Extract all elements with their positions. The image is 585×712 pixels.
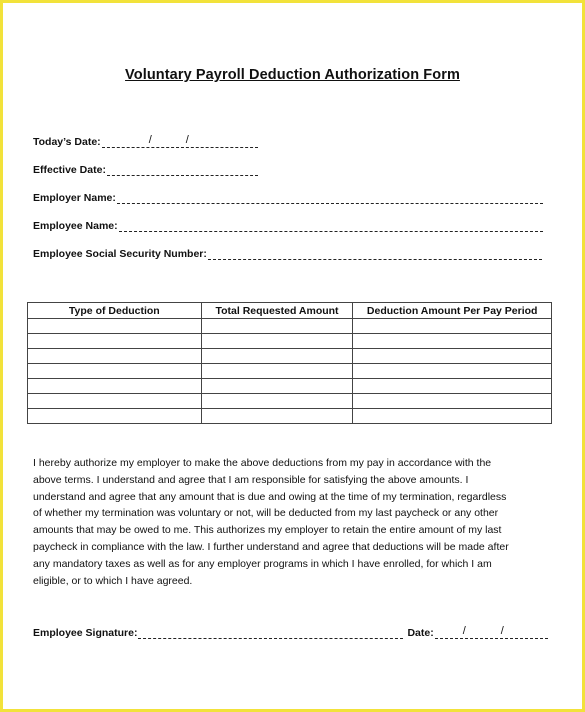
date-slash: / — [462, 625, 466, 637]
date-slash: / — [500, 625, 504, 637]
table-row — [28, 319, 552, 334]
form-page — [3, 3, 582, 709]
form-title: Voluntary Payroll Deduction Authorization Form — [125, 67, 460, 83]
employee-name-label: Employee Name: — [33, 220, 118, 232]
effective-date-label: Effective Date: — [33, 164, 106, 176]
table-cell[interactable] — [353, 394, 552, 409]
signature-date-label: Date: — [407, 627, 434, 639]
header-total-requested-amount: Total Requested Amount — [201, 303, 353, 319]
table-cell[interactable] — [353, 334, 552, 349]
header-deduction-per-pay-period: Deduction Amount Per Pay Period — [353, 303, 552, 319]
authorization-paragraph: I hereby authorize my employer to make the above deductions from my pay in accordance with the above terms. I understand and agree that I am responsible for satisfying the above amounts. I understand and agree that any amount that is due and owing at the time of my termination, regardless of whether my termination was voluntary or not, will be deducted from my last paycheck or any other amounts that may be owed to me. This authorizes my employer to retain the entire amount of my last paycheck in compliance with the law. I further understand and agree that deductions will be made after any mandatory taxes as well as for any employer programs in which I have enrolled, for which I am eligible, or to which I have agreed. — [33, 457, 509, 587]
header-type-of-deduction: Type of Deduction — [28, 303, 202, 319]
employer-name-field — [33, 192, 543, 204]
date-slash: / — [185, 134, 189, 146]
table-header-row — [28, 303, 552, 319]
employee-name-input[interactable] — [119, 221, 543, 232]
signature-field — [33, 627, 548, 639]
table-cell[interactable] — [28, 394, 202, 409]
employer-name-label: Employer Name: — [33, 192, 116, 204]
table-row — [28, 334, 552, 349]
date-slash: / — [148, 134, 152, 146]
table-cell[interactable] — [201, 319, 353, 334]
table-cell[interactable] — [353, 364, 552, 379]
table-cell[interactable] — [28, 349, 202, 364]
todays-date-field — [33, 136, 258, 148]
employer-name-input[interactable] — [117, 193, 543, 204]
ssn-label: Employee Social Security Number: — [33, 248, 207, 260]
table-cell[interactable] — [353, 319, 552, 334]
table-cell[interactable] — [201, 394, 353, 409]
todays-date-label: Today’s Date: — [33, 136, 101, 148]
table-row — [28, 409, 552, 424]
table-cell[interactable] — [28, 379, 202, 394]
table-cell[interactable] — [201, 349, 353, 364]
table-cell[interactable] — [353, 349, 552, 364]
ssn-field — [33, 248, 542, 260]
table-row — [28, 379, 552, 394]
effective-date-input[interactable] — [107, 165, 258, 176]
deduction-table — [27, 302, 552, 424]
table-cell[interactable] — [28, 334, 202, 349]
signature-label: Employee Signature: — [33, 627, 138, 639]
effective-date-field — [33, 164, 258, 176]
table-cell[interactable] — [201, 334, 353, 349]
table-cell[interactable] — [28, 319, 202, 334]
table-cell[interactable] — [201, 364, 353, 379]
table-cell[interactable] — [201, 409, 353, 424]
table-cell[interactable] — [28, 364, 202, 379]
table-cell[interactable] — [28, 409, 202, 424]
employee-name-field — [33, 220, 543, 232]
table-row — [28, 364, 552, 379]
ssn-input[interactable] — [208, 249, 542, 260]
table-row — [28, 349, 552, 364]
table-cell[interactable] — [353, 379, 552, 394]
signature-date-input[interactable] — [435, 625, 548, 639]
table-cell[interactable] — [201, 379, 353, 394]
table-cell[interactable] — [353, 409, 552, 424]
table-row — [28, 394, 552, 409]
signature-input[interactable] — [138, 628, 403, 639]
todays-date-input[interactable] — [102, 134, 258, 148]
